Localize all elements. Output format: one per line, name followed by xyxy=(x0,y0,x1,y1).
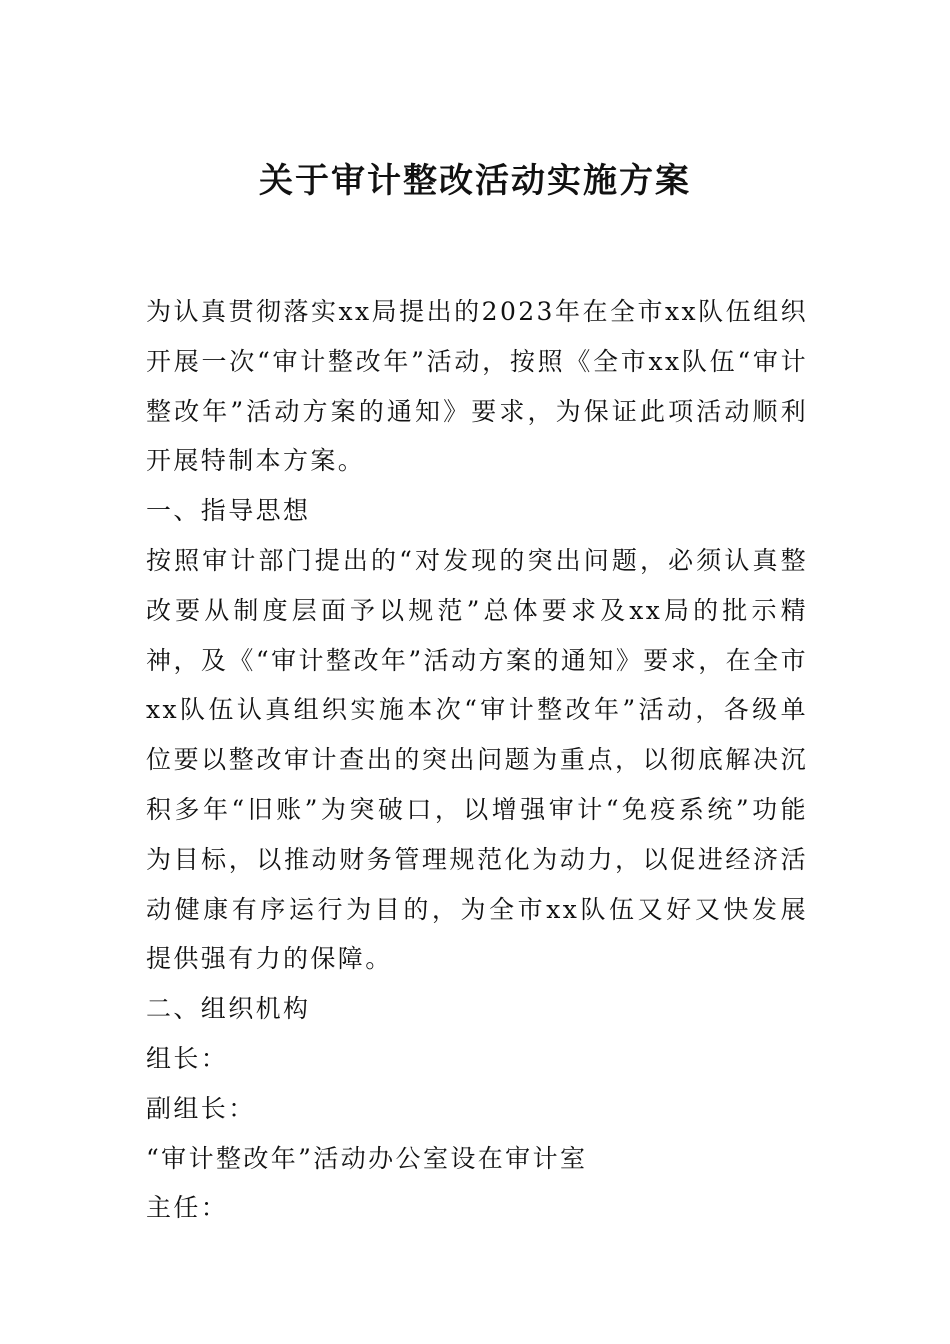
section-heading-organization: 二、组织机构 xyxy=(146,994,311,1024)
document-body xyxy=(146,287,808,1233)
intro-paragraph: 为认真贯彻落实xx局提出的2023年在全市xx队伍组织开展一次“审计整改年”活动，按照《全市xx队伍“审计整改年”活动方案的通知》要求，为保证此项活动顺利开展特制本方案。 xyxy=(146,297,808,476)
director-line: 主任： xyxy=(146,1193,229,1223)
document-title: 关于审计整改活动实施方案 xyxy=(259,161,691,201)
guiding-ideology-paragraph: 按照审计部门提出的“对发现的突出问题，必须认真整改要从制度层面予以规范”总体要求及xx局的批示精神，及《“审计整改年”活动方案的通知》要求，在全市xx队伍认真组织实施本次“审计整改年”活动，各级单位要以整改审计查出的突出问题为重点，以彻底解决沉积多年“旧账”为突破口，以增强审计“免疫系统”功能为目标，以推动财务管理规范化为动力，以促进经济活动健康有序运行为目的，为全市xx队伍又好又快发展提供强有力的保障。 xyxy=(146,545,808,974)
deputy-leader-line: 副组长： xyxy=(146,1093,256,1123)
section-heading-guiding-ideology: 一、指导思想 xyxy=(146,496,311,526)
office-line: “审计整改年”活动办公室设在审计室 xyxy=(146,1143,588,1173)
leader-line: 组长： xyxy=(146,1043,229,1073)
